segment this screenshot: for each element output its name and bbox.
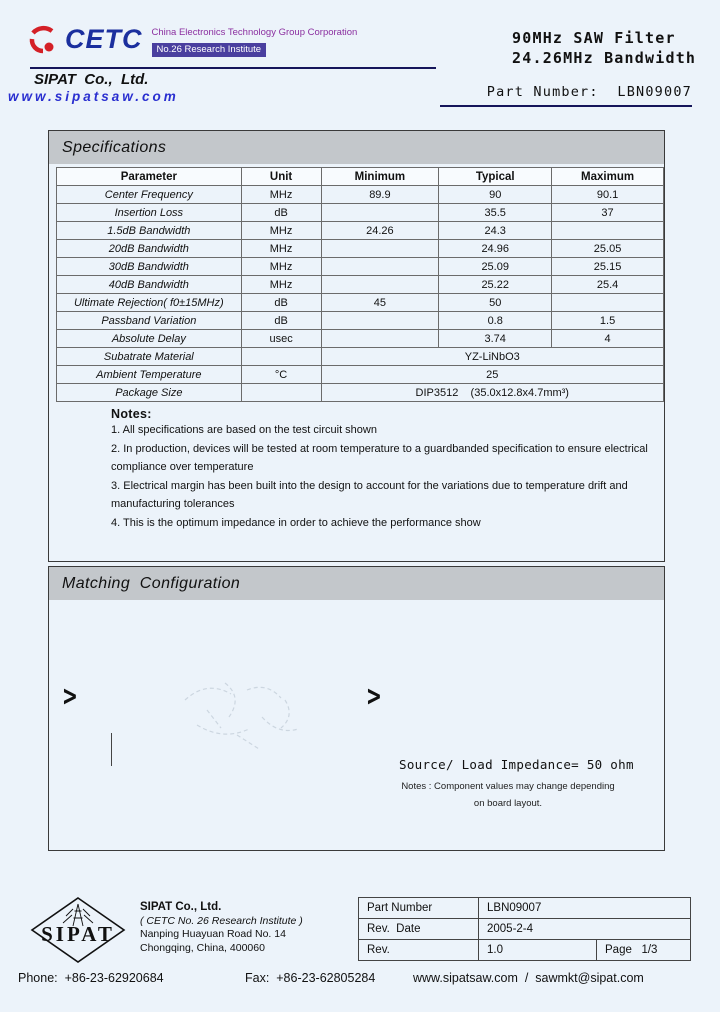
table-row [57,348,664,366]
min-cell [321,204,439,222]
header-logo-block [26,24,357,63]
chevron-right-icon: > [63,680,77,714]
typ-cell: 0.8 [439,312,552,330]
contact-line [0,971,720,991]
param-cell: Subatrate Material [57,348,242,366]
footer-address-line1: Nanping Huayuan Road No. 14 [140,928,286,940]
param-cell: Ambient Temperature [57,366,242,384]
unit-cell: MHz [241,222,321,240]
note-item: 1. All specifications are based on the test circuit shown [111,424,377,436]
specifications-panel [48,130,665,562]
table-row [57,204,664,222]
institute-name: No.26 Research Institute [152,43,267,57]
table-row [359,940,691,961]
param-cell: Package Size [57,384,242,402]
max-cell: 25.15 [552,258,664,276]
param-cell: 40dB Bandwidth [57,276,242,294]
rev-value: 1.0 [479,940,597,961]
website-url: www.sipatsaw.com [8,89,179,104]
matching-note-line2: on board layout. [473,798,543,809]
param-cell: Absolute Delay [57,330,242,348]
org-name: China Electronics Technology Group Corporation [151,27,358,38]
unit-cell: MHz [241,186,321,204]
table-row [57,312,664,330]
min-cell [321,312,439,330]
header-divider [30,67,436,69]
min-cell: 24.26 [321,222,439,240]
max-cell: 37 [552,204,664,222]
matching-heading: Matching Configuration [49,567,664,600]
param-cell: 20dB Bandwidth [57,240,242,258]
fax-number: Fax: +86-23-62805284 [245,971,376,985]
typ-cell: 24.3 [439,222,552,240]
min-cell [321,240,439,258]
unit-cell: dB [241,204,321,222]
merged-value-cell: 25 [321,366,664,384]
max-cell: 1.5 [552,312,664,330]
notes-section [111,407,669,532]
matching-notes [397,778,619,812]
typ-cell: 25.09 [439,258,552,276]
document-title [512,28,696,68]
table-row [57,294,664,312]
col-header-typical: Typical [439,168,552,186]
org-text-block [152,27,358,57]
unit-cell: dB [241,312,321,330]
param-cell: Passband Variation [57,312,242,330]
footer-company-name: SIPAT Co., Ltd. [140,901,222,913]
part-number: Part Number: LBN09007 [440,84,692,107]
table-header-row [57,168,664,186]
rev-label: Rev. [359,940,479,961]
unit-cell: usec [241,330,321,348]
web-and-email: www.sipatsaw.com / sawmkt@sipat.com [413,971,644,985]
param-cell: Center Frequency [57,186,242,204]
matching-diagram-area [49,600,664,852]
typ-cell: 25.22 [439,276,552,294]
merged-value-cell: YZ-LiNbO3 [321,348,664,366]
max-cell [552,222,664,240]
unit-cell: MHz [241,258,321,276]
col-header-maximum: Maximum [552,168,664,186]
col-header-unit: Unit [241,168,321,186]
table-row [57,276,664,294]
min-cell: 45 [321,294,439,312]
impedance-note: Source/ Load Impedance= 50 ohm [399,757,634,772]
specifications-heading: Specifications [49,131,664,164]
min-cell [321,330,439,348]
title-line-2: 24.26MHz Bandwidth [512,49,697,67]
min-cell [321,276,439,294]
unit-cell: MHz [241,240,321,258]
table-row [359,919,691,940]
table-row [57,186,664,204]
typ-cell: 90 [439,186,552,204]
unit-cell [241,384,321,402]
table-row [57,240,664,258]
min-cell: 89.9 [321,186,439,204]
specifications-table [56,167,664,402]
note-item: 3. Electrical margin has been built into the design to account for the variations due to temperature drift and manufacturing tolerances [111,479,628,510]
param-cell: 30dB Bandwidth [57,258,242,276]
col-header-minimum: Minimum [321,168,439,186]
table-row [57,330,664,348]
part-number-label: Part Number [359,898,479,919]
param-cell: Insertion Loss [57,204,242,222]
unit-cell: °C [241,366,321,384]
sipat-logo [30,896,126,969]
typ-cell: 35.5 [439,204,552,222]
table-row [57,366,664,384]
note-item: 2. In production, devices will be tested at room temperature to a guardbanded specification to ensure electrical compliance over temperature [111,442,648,473]
revision-table [358,897,691,961]
table-row [359,898,691,919]
rev-date-value: 2005-2-4 [479,919,691,940]
typ-cell: 50 [439,294,552,312]
footer-address-line2: Chongqing, China, 400060 [140,941,265,954]
cetc-logo-icon [26,24,60,63]
typ-cell: 3.74 [439,330,552,348]
sipat-logo-text: SIPAT [41,922,115,946]
phone-number: Phone: +86-23-62920684 [18,971,164,985]
max-cell: 25.4 [552,276,664,294]
typ-cell: 24.96 [439,240,552,258]
max-cell: 90.1 [552,186,664,204]
param-cell: 1.5dB Bandwidth [57,222,242,240]
max-cell: 4 [552,330,664,348]
table-row [57,384,664,402]
page-indicator: Page 1/3 [597,940,691,961]
note-item: 4. This is the optimum impedance in order to achieve the performance show [111,516,481,529]
footer-address-block [140,901,303,955]
faint-circuit-sketch [167,655,342,780]
max-cell [552,294,664,312]
unit-cell [241,348,321,366]
table-row [57,222,664,240]
unit-cell: MHz [241,276,321,294]
unit-cell: dB [241,294,321,312]
company-name: SIPAT Co., Ltd. [34,71,149,88]
merged-value-cell: DIP3512 (35.0x12.8x4.7mm³) [321,384,664,402]
footer-institute: ( CETC No. 26 Research Institute ) [140,914,303,927]
diagram-lead-line [111,733,112,766]
part-number-value: LBN09007 [479,898,691,919]
notes-title: Notes: [111,407,152,421]
cetc-logo-text: CETC [65,24,143,54]
title-line-1: 90MHz SAW Filter [512,29,676,47]
chevron-right-icon: > [367,680,381,714]
col-header-parameter: Parameter [57,168,242,186]
matching-note-line1: Notes : Component values may change depending [401,781,615,792]
param-cell: Ultimate Rejection( f0±15MHz) [57,294,242,312]
matching-configuration-panel [48,566,665,851]
rev-date-label: Rev. Date [359,919,479,940]
max-cell: 25.05 [552,240,664,258]
table-row [57,258,664,276]
min-cell [321,258,439,276]
